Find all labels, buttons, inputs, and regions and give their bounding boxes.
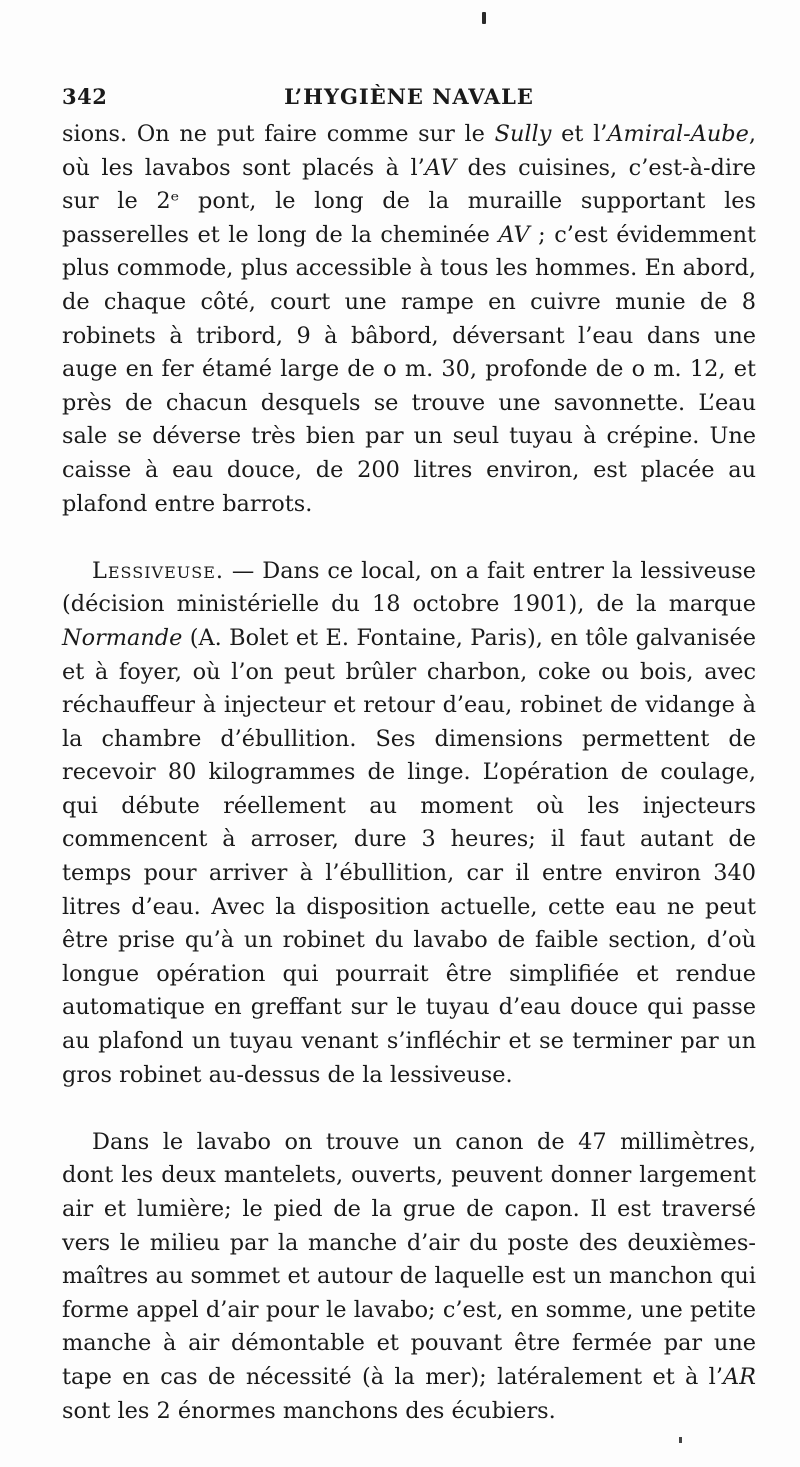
paragraph-1 [62, 118, 756, 521]
page-number: 342 [62, 84, 108, 109]
text-segment: (A. Bolet et E. Fontaine, Paris), en tôle galvanisée et à foyer, où l’on peut brûler charbon, coke ou bois, avec réchauffeur à injecteur et retour d’eau, robinet de vidange à la chambre d’ébullition. Ses dimensions permettent de recevoir 80 kilogrammes de linge. L’opération de coulage, qui débute réellement au moment où les injecteurs commencent à arroser, dure 3 heures; il faut autant de temps pour arriver à l’ébullition, car il entre environ 340 litres d’eau. Avec la disposition actuelle, cette eau ne peut être prise qu’à un robinet du lavabo de faible section, d’où longue opération qui pourrait être simplifiée et rendue automatique en greffant sur le tuyau d’eau douce qui passe au plafond un tuyau venant s’infléchir et se terminer par un gros robinet au-dessus de la lessiveuse. [62, 624, 756, 1088]
text-segment: ; c’est évidemment plus commode, plus accessible à tous les hommes. En abord, de chaque côté, court une rampe en cuivre munie de 8 robinets à tribord, 9 à bâbord, déversant l’eau dans une auge en fer étamé large de o m. 30, profonde de o m. 12, et près de chacun desquels se trouve une savonnette. L’eau sale se déverse très bien par un seul tuyau à crépine. Une caisse à eau douce, de 200 litres environ, est placée au plafond entre barrots. [62, 221, 756, 517]
ship-name-sully: Sully [494, 121, 552, 147]
text-segment: — Dans ce local, on a fait entrer la lessiveuse (décision ministérielle du 18 octobre 1901), de la marque [62, 557, 756, 618]
abbreviation-av: AV [424, 154, 457, 181]
brand-name-normande: Normande [62, 624, 183, 651]
running-title: L’HYGIÈNE NAVALE [284, 84, 534, 109]
text-segment: , où les lavabos sont placés à l’ [62, 121, 756, 181]
abbreviation-ar: AR [722, 1363, 756, 1390]
text-segment: Dans le lavabo on trouve un canon de 47 millimètres, dont les deux mantelets, ouverts, peuvent donner largement air et lumière; le pied de la grue de capon. Il est traversé vers le milieu par la manche d’air du poste des deuxièmes-maîtres au sommet et autour de laquelle est un manchon qui forme appel d’air pour le lavabo; c’est, en somme, une petite manche à air démontable et pouvant être fermée par une tape en cas de nécessité (à la mer); latéralement et à l’ [62, 1128, 756, 1390]
section-heading-lessiveuse: Lessiveuse. [92, 557, 224, 584]
text-segment: et l’ [551, 121, 608, 147]
body-text [62, 118, 756, 1428]
page-header [62, 84, 756, 114]
print-mark [482, 12, 486, 24]
text-segment: sions. On ne put faire comme sur le [62, 121, 495, 147]
paragraph-2 [62, 555, 756, 1093]
ship-name-amiral-aube: Amiral-Aube [607, 121, 749, 147]
text-segment: sont les 2 énormes manchons des écubiers. [62, 1397, 556, 1424]
print-mark [679, 1437, 682, 1443]
abbreviation-av: AV [498, 221, 530, 248]
text-segment: des cuisines, c’est-à-dire sur le 2ᵉ pont, le long de la muraille supportant les passerelles et le long de la cheminée [62, 154, 756, 248]
paragraph-3 [62, 1126, 756, 1428]
